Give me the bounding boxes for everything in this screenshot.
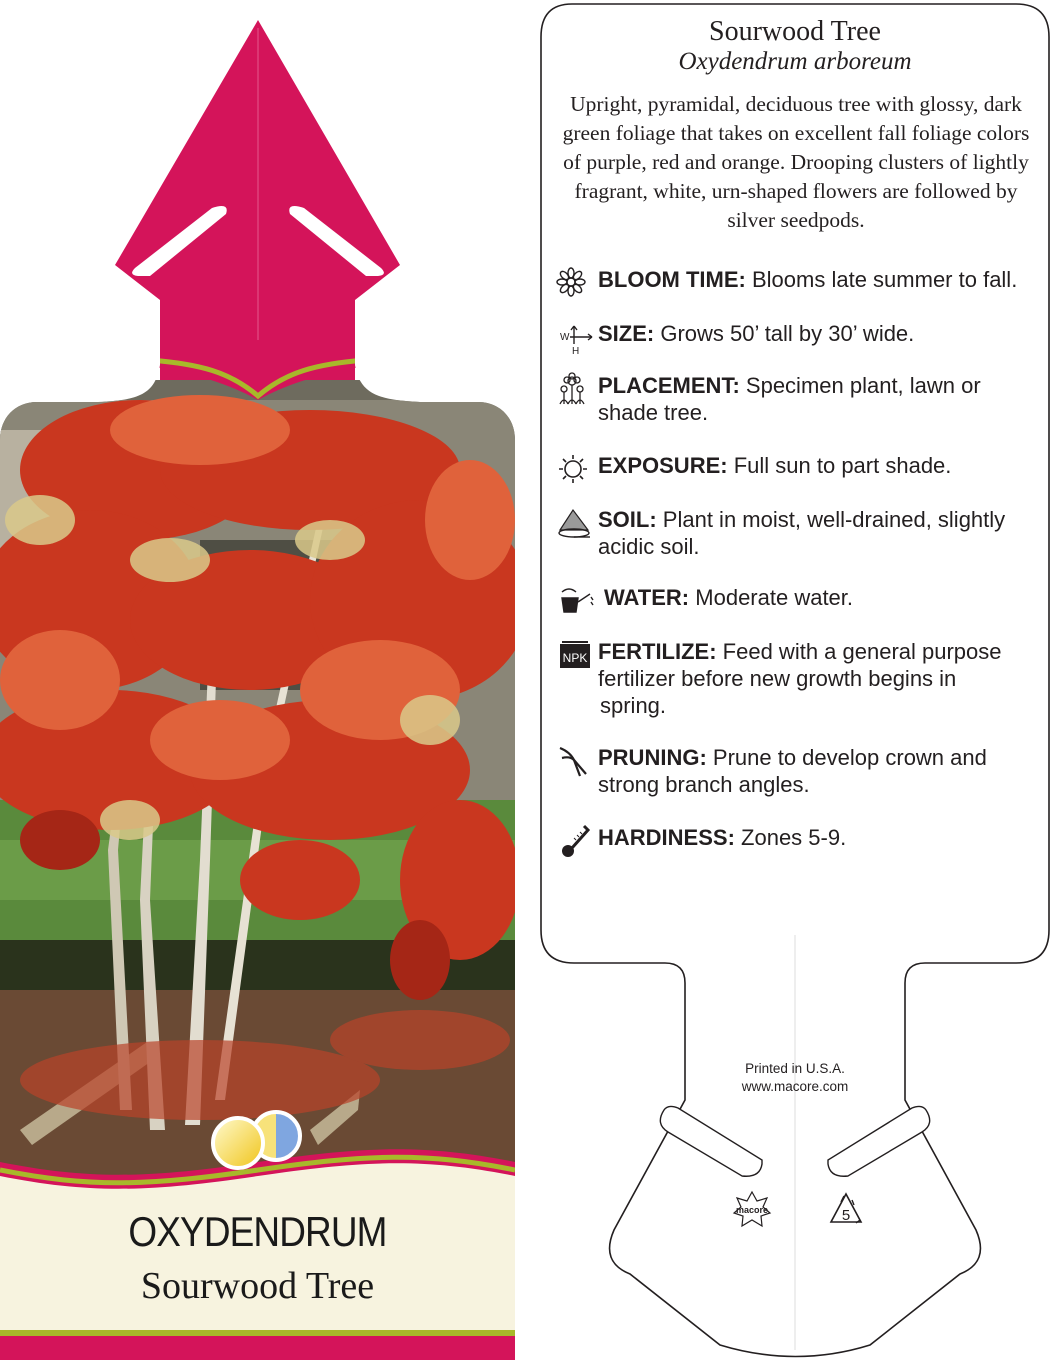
printed-label: Printed in U.S.A. (745, 1061, 845, 1076)
care-value: Feed with a general purpose (722, 639, 1002, 664)
care-row-bloom-time (556, 266, 1046, 302)
care-label: SOIL: (598, 507, 657, 532)
care-row-pruning (556, 744, 1046, 804)
care-row-exposure (556, 452, 1046, 488)
plant-title: Sourwood Tree (709, 16, 881, 47)
size-arrows-icon (556, 320, 594, 356)
care-label: SIZE: (598, 321, 655, 346)
watering-can-icon (556, 584, 594, 620)
care-value-continued: shade tree. (598, 400, 709, 425)
printed-in-usa (690, 1060, 900, 1096)
care-value: Full sun to part shade. (733, 453, 952, 478)
sun-icon (556, 452, 594, 488)
care-label: HARDINESS: (598, 825, 735, 850)
care-value: Prune to develop crown and (712, 745, 987, 770)
care-row-hardiness (556, 824, 1046, 860)
care-label: PRUNING: (598, 745, 707, 770)
care-row-size (556, 320, 1046, 356)
care-value-continued: strong branch angles. (598, 772, 810, 797)
care-label: WATER: (604, 585, 690, 610)
npk-label: NPK (562, 651, 588, 665)
front-tag (0, 20, 530, 1369)
care-value: Plant in moist, well-drained, slightly (662, 507, 1006, 532)
top-color-band (0, 340, 515, 400)
care-label: PLACEMENT: (598, 373, 740, 398)
front-common-name: Sourwood Tree (140, 1265, 375, 1307)
care-label: EXPOSURE: (598, 453, 728, 478)
size-h-letter: H (572, 346, 580, 356)
pruners-icon (556, 744, 594, 780)
care-row-placement (556, 372, 1046, 432)
care-value: Specimen plant, lawn or (745, 373, 981, 398)
care-row-fertilize (556, 638, 1046, 728)
flower-icon (556, 266, 594, 302)
macore-logo-text: macore (735, 1205, 769, 1215)
care-row-water (556, 584, 1046, 620)
care-value-continued: acidic soil. (598, 534, 700, 559)
care-value: Grows 50’ tall by 30’ wide. (660, 321, 915, 346)
care-value-continued: fertilizer before new growth begins in spring. (598, 666, 957, 718)
care-label: BLOOM TIME: (598, 267, 746, 292)
thermometer-icon (556, 824, 594, 860)
recycle-number: 5 (841, 1207, 851, 1224)
soil-icon (556, 506, 594, 542)
care-value: Moderate water. (695, 585, 854, 610)
care-row-soil (556, 506, 1046, 566)
care-value: Blooms late summer to fall. (752, 267, 1018, 292)
part-shade-icon (213, 1118, 263, 1168)
front-genus-name: OXYDENDRUM (128, 1208, 387, 1255)
website-url: www.macore.com (741, 1079, 849, 1094)
plant-description: Upright, pyramidal, deciduous tree with glossy, dark green foliage that takes on excellent fall foliage colors of purple, red and orange. Drooping clusters of lightly fragrant, white, urn-shaped flowers are followed by silver seedpods. (562, 92, 1030, 232)
care-value: Zones 5-9. (741, 825, 847, 850)
care-label: FERTILIZE: (598, 639, 717, 664)
plants-icon (556, 372, 594, 408)
size-w-letter: W (560, 332, 570, 343)
npk-fertilizer-icon (556, 638, 594, 674)
botanical-name: Oxydendrum arboreum (678, 48, 912, 75)
